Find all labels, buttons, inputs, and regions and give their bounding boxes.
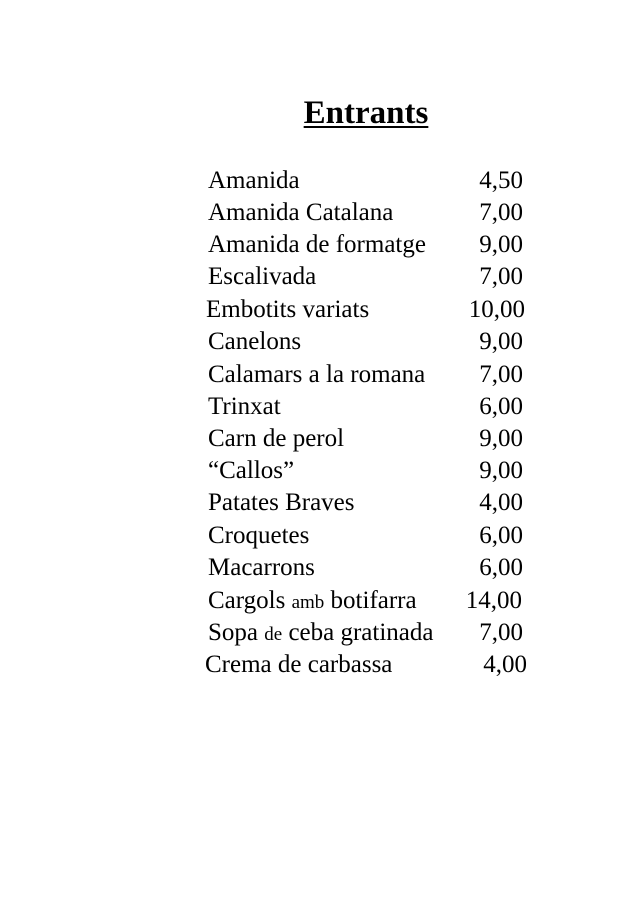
menu-item-price: 9,00 <box>479 425 523 452</box>
menu-item-name-part: Sopa <box>208 619 265 646</box>
menu-item-price: 7,00 <box>479 263 523 290</box>
menu-item-name: Amanida de formatge <box>208 231 426 258</box>
menu-item-price: 7,00 <box>479 619 523 646</box>
menu-item-price: 9,00 <box>479 231 523 258</box>
menu-item-price: 7,00 <box>479 361 523 388</box>
menu-item-name: Carn de perol <box>208 425 345 452</box>
menu-item-name <box>208 617 433 651</box>
menu-item <box>0 649 640 681</box>
menu-item-name-part: ceba gratinada <box>282 619 434 646</box>
menu-section-title: Entrants <box>303 95 429 131</box>
menu-item-name: Amanida <box>208 167 300 194</box>
menu-item <box>0 455 640 487</box>
menu-item-name-part: amb <box>291 592 325 613</box>
menu-item-name-part: Cargols <box>208 587 292 614</box>
menu-item <box>0 391 640 423</box>
menu-item <box>0 487 640 519</box>
menu-item-name: Patates Braves <box>208 489 355 516</box>
menu-item-price: 6,00 <box>479 522 523 549</box>
menu-item-price: 6,00 <box>479 393 523 420</box>
menu-item-name: Trinxat <box>208 393 281 420</box>
menu-item <box>0 197 640 229</box>
menu-item-price: 4,50 <box>479 167 523 194</box>
menu-item <box>0 617 640 649</box>
menu-item <box>0 294 640 326</box>
menu-item-name: “Callos” <box>208 457 295 484</box>
menu-item-name: Canelons <box>208 328 302 355</box>
menu-item <box>0 326 640 358</box>
menu-item-price: 9,00 <box>479 457 523 484</box>
menu-item-name: Calamars a la romana <box>208 361 426 388</box>
menu-item-price: 7,00 <box>479 199 523 226</box>
menu-item-price: 10,00 <box>468 296 525 323</box>
menu-item-price: 14,00 <box>465 587 522 614</box>
menu-item-price: 6,00 <box>479 554 523 581</box>
menu-item <box>0 261 640 293</box>
menu-item-price: 4,00 <box>483 651 527 678</box>
menu-item <box>0 229 640 261</box>
menu-item-name: Escalivada <box>208 263 317 290</box>
menu-item-price: 9,00 <box>479 328 523 355</box>
menu-item-price: 4,00 <box>479 489 523 516</box>
menu-item <box>0 165 640 197</box>
menu-item-name: Croquetes <box>208 522 310 549</box>
menu-item-name-part: botifarra <box>324 587 417 614</box>
menu-item-name: Macarrons <box>208 554 315 581</box>
menu-item-name: Embotits variats <box>206 296 370 323</box>
menu-item <box>0 520 640 552</box>
menu-item-name-part: de <box>264 624 283 645</box>
menu-item-name: Crema de carbassa <box>205 651 393 678</box>
menu-item <box>0 585 640 617</box>
menu-item <box>0 552 640 584</box>
menu-item <box>0 359 640 391</box>
menu-item <box>0 423 640 455</box>
menu-item-name <box>208 585 417 619</box>
menu-item-name: Amanida Catalana <box>208 199 394 226</box>
